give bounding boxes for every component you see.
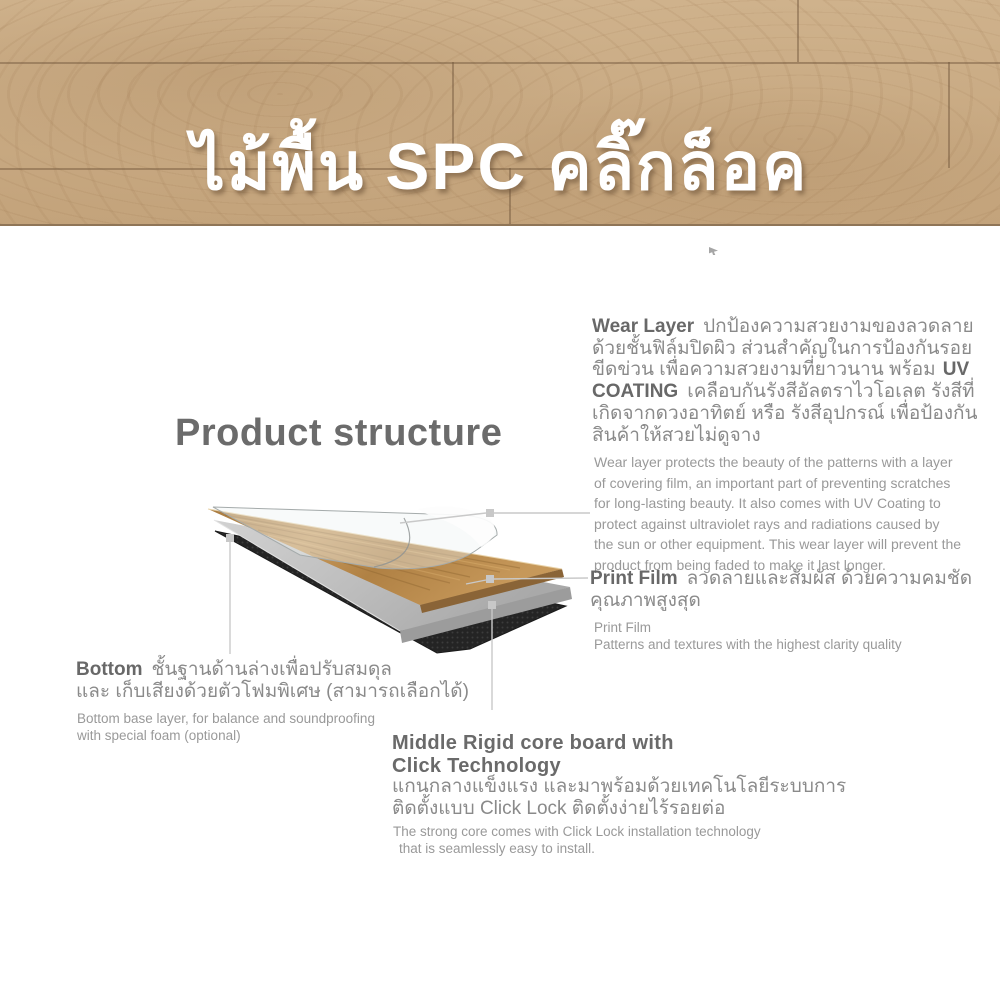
middle-core-label: Click Technology: [392, 754, 561, 777]
plank-seam: [797, 0, 799, 62]
print-film-section: [590, 568, 972, 611]
wear-layer-thai-line: ขีดข่วน เพื่อความสวยงามที่ยาวนาน พร้อม UV: [592, 359, 970, 381]
print-film-thai-line: Print Film ลวดลายและสัมผัส ด้วยความคมชัด: [590, 568, 973, 589]
wear-layer-thai-line: COATING เคลือบกันรังสีอัลตราไวโอเลต รังสีที่: [592, 381, 975, 403]
uv-label: UV: [942, 359, 970, 381]
middle-core-thai-line: แกนกลางแข็งแรง และมาพร้อมด้วยเทคโนโลยีระบบการ: [392, 776, 847, 797]
print-film-label: Print Film: [590, 568, 678, 589]
wear-layer-thai-line: สินค้าให้สวยไม่ดูจาง: [592, 424, 761, 446]
middle-core-thai-line: ติดตั้งแบบ Click Lock ติดตั้งง่ายไร้รอยต่อ: [392, 797, 726, 819]
wear-layer-thai-line: Wear Layer ปกป้องความสวยงามของลวดลาย: [592, 316, 974, 337]
print-film-english-text: Print Film Patterns and textures with the highest clarity quality: [594, 620, 902, 653]
middle-core-label: Middle Rigid core board with: [392, 732, 674, 754]
wear-layer-label: Wear Layer: [592, 316, 695, 337]
wear-layer-thai-line: เกิดจากดวงอาทิตย์ หรือ รังสีอุปกรณ์ เพื่อป้องกัน: [592, 402, 978, 424]
bottom-section: [76, 659, 469, 702]
middle-core-marker: [488, 601, 496, 609]
print-film-connector: [494, 578, 588, 579]
middle-core-thai-text: [392, 776, 846, 819]
print-film-thai-line: คุณภาพสูงสุด: [590, 589, 701, 611]
wear-layer-english-text: Wear layer protects the beauty of the patterns with a layer of covering film, an important part of preventing scratches for long-lasting beauty. It also comes with UV Coating to protect against ultraviolet rays and radiations caused by the sun or other equipment. This wear layer will prevent the product from being faded to make it last longer.: [594, 454, 962, 573]
middle-core-section: [392, 732, 674, 777]
print-film-marker: [486, 575, 494, 583]
middle-core-english-text: The strong core comes with Click Lock installation technology that is seamlessly easy to install.: [393, 824, 761, 857]
wear-layer-section: [592, 316, 978, 446]
hero-banner: [0, 0, 1000, 226]
bottom-thai-line: Bottom ชั้นฐานด้านล่างเพื่อปรับสมดุล: [76, 659, 392, 680]
bottom-label: Bottom: [76, 659, 143, 680]
bottom-thai-line: และ เก็บเสียงด้วยตัวโฟมพิเศษ (สามารถเลือกได้): [76, 680, 469, 702]
banner-title: ไม้พื้น SPC คลิ๊กล็อค: [191, 129, 809, 204]
bottom-marker: [226, 534, 234, 542]
page-title: Product structure: [175, 412, 503, 454]
cursor-artifact: [709, 247, 718, 255]
plank-seam: [0, 62, 1000, 64]
bottom-english-text: Bottom base layer, for balance and soundproofing with special foam (optional): [77, 711, 375, 744]
coating-label: COATING: [592, 381, 679, 403]
wear-layer-marker: [486, 509, 494, 517]
wear-layer-thai-line: ด้วยชั้นฟิล์มปิดผิว ส่วนสำคัญในการป้องกันรอย: [592, 337, 973, 359]
